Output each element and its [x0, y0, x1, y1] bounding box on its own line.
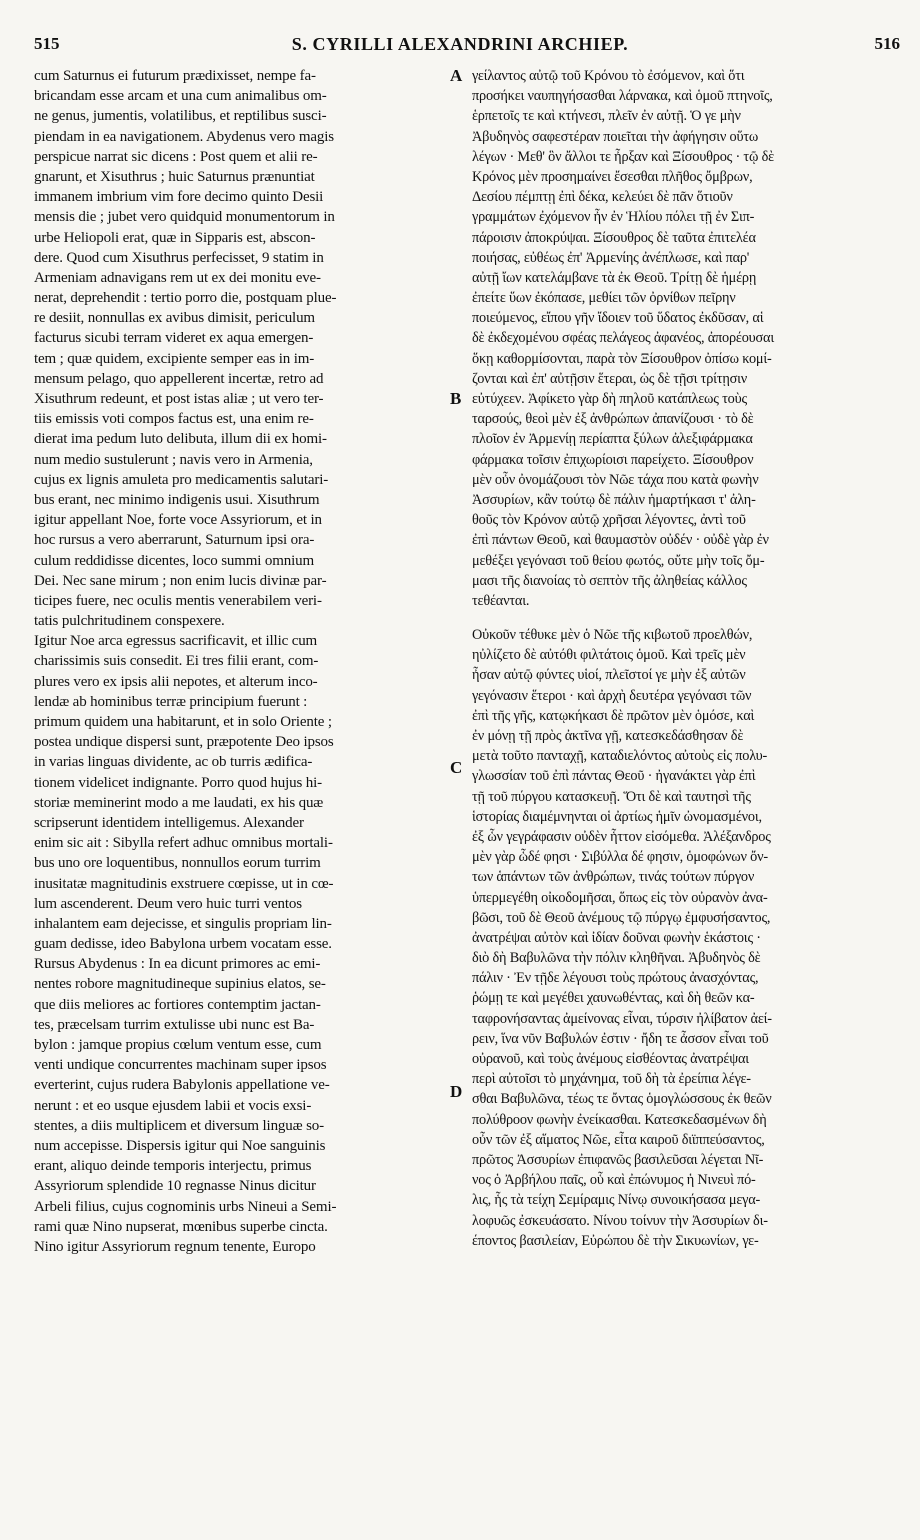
text-line: πρῶτος Ἀσσυρίων ἐπιφανῶς βασιλεῦσαι λέγεται Νῖ- — [472, 1151, 764, 1168]
text-line: mensum pelago, quo appellerent incertæ, retro ad — [34, 370, 324, 387]
text-line: postea undique dispersi sunt, præpotente Deo ipsos — [34, 734, 334, 751]
text-line: ὅκῃ καθορμίσονται, παρὰ τὸν Ξίσουθρον ὀπίσω κομί- — [472, 350, 772, 367]
text-line: Igitur Noe arca egressus sacrificavit, et illic cum — [34, 633, 318, 650]
text-line: ταφρονήσαντας ἀμείνονας εἶναι, τύρσιν ἠλίβατον ἀεί- — [472, 1010, 772, 1027]
text-line: ticipes fuere, nec oculis mentis venerabilem veri- — [34, 592, 322, 609]
text-line: facturus sicubi terram videret ex aqua emergen- — [34, 330, 314, 347]
text-line: inhalantem eam dejecisse, et singulis propriam lin- — [34, 915, 332, 932]
latin-column — [34, 66, 444, 1257]
text-line: ποιεύμενος, εἴπου γῆν ἴδοιεν τοῦ ὕδατος ἐκδῦσαν, αἱ — [472, 310, 764, 327]
text-line: μετὰ τοῦτο πανταχῇ, καταδιελόντος αὐτοὺς εἰς πολυ- — [472, 748, 768, 765]
text-line: ἦσαν αὐτῷ φύντες υἱοί, πλεῖστοί γε μὴν ἐξ αὐτῶν — [472, 667, 746, 684]
text-line: tatis pulchritudinem conspexere. — [34, 613, 225, 630]
text-line: charissimis suis consedit. Ei tres filii erant, com- — [34, 653, 319, 670]
text-line: έποντος βασιλείαν, Εὐρώπου δὲ τὴν Σικυωνίων, γε- — [472, 1232, 759, 1249]
text-line: immanem imbrium vim fore decimo quinto Desii — [34, 189, 324, 206]
text-line: μασι τῆς διανοίας τὸ σεπτὸν τῆς ἀληθείας κάλλος — [472, 572, 747, 589]
text-line: inusitatæ magnitudinis exstruere cœpisse, ut in cœ- — [34, 875, 334, 892]
page-header — [0, 34, 920, 62]
text-line: περὶ αὐτοῖσι τὸ μηχάνημα, τοῦ δὴ τὰ ἐρείπια λέγε- — [472, 1071, 751, 1088]
text-line: storiæ meminerint modo a me laudati, ex his quæ — [34, 794, 324, 811]
text-line: ζονται καὶ ἐπ' αὐτῇσιν ἕτεραι, ὡς δὲ τῇσι τρίτῃσιν — [472, 370, 748, 387]
text-line: perspicue narrat sic dicens : Post quem et alii re- — [34, 148, 318, 165]
text-line: ne genus, jumentis, volatilibus, et reptilibus susci- — [34, 108, 327, 125]
text-line: Xisuthrum redeunt, et post istas aliæ ; ut vero ter- — [34, 391, 324, 407]
text-line: venti undique concurrentes machinam super ipsos — [34, 1057, 327, 1074]
text-line: ῥώμῃ τε καὶ μεγέθει χαυνωθέντας, καὶ δὴ θεῶν κα- — [472, 990, 755, 1007]
text-line: Dei. Nec sane mirum ; non enim lucis divinæ par- — [34, 572, 327, 589]
text-line: πάροισιν ἀποκρύψαι. Ξίσουθρος δὲ ταῦτα ἐπιτελέα — [472, 229, 756, 246]
text-line: tiis emissis voti compos factus est, una enim re- — [34, 411, 314, 428]
text-line: διὸ δὴ Βαβυλῶνα τὴν πόλιν κληθῆναι. Ἀβυδηνὸς δὲ — [472, 950, 761, 967]
text-line: igitur appellant Noe, forte voce Assyriorum, et in — [34, 512, 322, 529]
text-line: τῇ τοῦ πύργου κατασκευῇ. Ὅτι δὲ καὶ ταυτησὶ τῆς — [472, 788, 751, 805]
text-line: προσήκει ναυπηγήσασθαι λάρνακα, καὶ ὁμοῦ πτηνοῖς, — [472, 88, 773, 105]
text-line: guam dedisse, ideo Babylona urbem vocatam esse. — [34, 936, 332, 953]
text-line: ἑρπετοῖς τε καὶ κτήνεσι, πλεῖν ἐν αὐτῇ. Ὁ γε μὴν — [472, 108, 741, 125]
text-line: δὲ ἐκδεχομένου σφέας πελάγεος ἀφανέος, ἀπορέουσαι — [472, 330, 774, 347]
text-line: τεθέανται. — [472, 592, 530, 609]
text-line: γραμμάτων ἐχόμενον ἦν ἐν Ἡλίου πόλει τῇ ἐν Σιπ- — [472, 209, 755, 226]
text-line: ἐπείτε ὕων ἐκόπασε, μεθίει τῶν ὀρνίθων πεῖρην — [472, 290, 736, 307]
text-line: in varias linguas dividente, ac ob turris ædifica- — [34, 754, 313, 771]
text-line: ἐπὶ τῆς γῆς, κατῳκήκασι δὲ πρῶτον μὲν ὁμόσε, καὶ — [472, 707, 755, 724]
text-line: σθαι Βαβυλῶνα, τέως τε ὄντας ὁμογλώσσους ἐκ θεῶν — [472, 1091, 772, 1108]
text-line: Ἀσσυρίων, κἂν τούτῳ δὲ πάλιν ἡμαρτήκασι τ' ἀλη- — [472, 491, 756, 508]
text-line: bylon : jamque propius cœlum ventum esse, cum — [34, 1037, 322, 1053]
text-line: lendæ ab hominibus terræ principium fuerunt : — [34, 693, 308, 710]
text-line: θοῦς τὸν Κρόνον αὐτῷ χρῆσαι λέγοντες, ἀντὶ τοῦ — [472, 512, 746, 529]
text-line: μὲν οὖν ὀνομάζουσι τὸν Νῶε τάχα που κατὰ φωνὴν — [472, 471, 759, 488]
text-line: Arbeli filius, cujus cognominis urbs Nineui a Semi- — [34, 1198, 337, 1215]
page-number-right: 516 — [874, 34, 900, 53]
text-line: νος ὁ Ἀρβήλου παῖς, οὗ καὶ ἐπώνυμος ἡ Νινευὶ πό- — [472, 1172, 756, 1189]
text-line: φάρμακα τοῖσιν ἐπιχωρίοισι παρείχετο. Ξίσουθρον — [472, 451, 754, 468]
margin-letter-a: A — [450, 66, 463, 85]
text-line: ταρσούς, θεοὶ μὲν ἐξ ἀνθρώπων ἀπανίζουσι · τὸ δὲ — [472, 411, 754, 428]
text-line: λέγων · Μεθ' ὃν ἄλλοι τε ἦρξαν καὶ Ξίσουθρος · τῷ δὲ — [472, 148, 774, 165]
text-line: num accepisse. Dispersis igitur qui Noe sanguinis — [34, 1137, 326, 1154]
margin-letter-d: D — [450, 1082, 463, 1101]
text-line: ποιήσας, εὐθέως ἐπ' Ἀρμενίης ἀνέπλωσε, καὶ παρ' — [472, 249, 750, 266]
text-line: Οὐκοῦν τέθυκε μὲν ὁ Νῶε τῆς κιβωτοῦ προελθών, — [472, 627, 753, 644]
text-line: πλοῖον ἐν Ἀρμενίῃ περίαπτα ξύλων ἀλεξιφάρμακα — [472, 431, 753, 448]
text-line: nerunt : et eo usque ejusdem labii et vocis exsi- — [34, 1097, 312, 1114]
text-line: enim sic ait : Sibylla refert adhuc omnibus mortali- — [34, 835, 333, 852]
text-line: culum reddidisse dicentes, loco summi omnium — [34, 552, 315, 569]
text-line: ἀνατρέψαι αὐτὸν καὶ ἰδίαν δοῦναι φωνὴν ἑκάστοις · — [472, 929, 761, 946]
text-line: ὑπερμεγέθη οἰκοδομῆσαι, ὅπως εἰς τὸν οὐρανὸν ἀνα- — [472, 889, 768, 906]
text-line: εὐτύχεεν. Ἀφίκετο γὰρ δὴ πηλοῦ κατάπλεως τοὺς — [472, 391, 747, 407]
text-line: λις, ἧς τὰ τείχη Σεμίραμις Νίνῳ συνοικήσασα μεγα- — [472, 1192, 761, 1209]
text-line: rami quæ Nino nupserat, mœnibus superbe cincta. — [34, 1218, 328, 1235]
text-line: re desiit, nonnullas ex avibus dimisit, periculum — [34, 310, 315, 327]
text-line: scripserunt identidem intelligemus. Alexander — [34, 814, 304, 831]
text-line: tionem videlicet indignante. Porro quod hujus hi- — [34, 774, 323, 791]
text-line: μεθέξει γεγόνασι τοῦ θείου φωτός, οὔτε μὴν τοῖς ὄμ- — [472, 552, 765, 569]
text-line: urbe Heliopoli erat, quæ in Sipparis est, abscon- — [34, 229, 316, 246]
text-line: αὐτῇ ἴων κατελάμβανε τὰ ἐκ Θεοῦ. Τρίτῃ δὲ ἡμέρῃ — [472, 269, 757, 286]
text-line: tes, præcelsam turrim extulisse ubi nunc est Ba- — [34, 1016, 315, 1033]
text-line: cujus ex lignis amuleta pro medicamentis salutari- — [34, 471, 329, 488]
text-line: ἐπὶ πάντων Θεοῦ, καὶ θαυμαστὸν οὐδέν · οὐδὲ γὰρ ἐν — [472, 532, 769, 549]
text-line: erant, aliquo deinde temporis interjectu, primus — [34, 1158, 312, 1175]
text-line: Δεσίου πέμπτῃ ἐπὶ δέκα, κελεύει δὲ πᾶν ὅτιοῦν — [472, 189, 733, 206]
text-line: dierat ima pedum luto delibuta, illum dii ex homi- — [34, 431, 327, 448]
text-line: των ἁπάντων τῶν ἀνθρώπων, τινάς τούτων πύργον — [472, 869, 755, 886]
greek-column — [472, 66, 882, 1251]
text-line: num medio sustulerunt ; navis vero in Armenia, — [34, 451, 313, 468]
margin-letter-c: C — [450, 758, 463, 777]
margin-letter-b: B — [450, 389, 462, 408]
text-line: bus uno ore loquentibus, nonnullos eorum turrim — [34, 855, 321, 872]
text-line: ρειν, ἵνα νῦν Βαβυλών ἐστιν · ἤδη τε ἆσσον εἶναι τοῦ — [472, 1030, 769, 1047]
text-line: que diis meliores ac fortiores contemptim jactan- — [34, 996, 321, 1013]
text-line: plures vero ex ipsis alii nepotes, et alterum inco- — [34, 673, 318, 690]
text-line: οὖν τῶν ἐξ αἵματος Νῶε, εἶτα καιροῦ διϊππεύσαντος, — [472, 1131, 765, 1148]
text-line: Κρόνος μὲν προσημαίνει ἔσεσθαι πλῆθος ὄμβρων, — [472, 168, 753, 185]
text-line: λοφυῶς ἐσκευάσατο. Νίνου τοίνυν τὴν Ἀσσυρίων δι- — [472, 1212, 768, 1229]
text-line: Rursus Abydenus : In ea dicunt primores ac emi- — [34, 956, 321, 973]
running-title: S. CYRILLI ALEXANDRINI ARCHIEP. — [291, 34, 629, 54]
text-line: bus erant, nec minimo indigenis usui. Xisuthrum — [34, 491, 320, 508]
text-line: οὐρανοῦ, καὶ τοὺς ἀνέμους εἰσθέοντας ἀνατρέψαι — [472, 1051, 749, 1067]
text-line: mensis die ; jubet vero quidquid monumentorum in — [34, 209, 335, 226]
text-line: hoc rursus a vero aberrarunt, Saturnum ipsi ora- — [34, 532, 315, 549]
text-line: πάλιν · Ἐν τῇδε λέγουσι τοὺς πρώτους ἀνασχόντας, — [472, 970, 759, 987]
text-line: Ἀβυδηνὸς σαφεστέραν ποιεῖται τὴν ἀφήγησιν οὕτω — [472, 128, 759, 145]
text-line: γλωσσίαν τοῦ ἐπὶ πάντας Θεοῦ · ἠγανάκτει γὰρ ἐπὶ — [472, 768, 756, 785]
text-line: gnarunt, et Xisuthrus ; huic Saturnus prænuntiat — [34, 168, 315, 185]
text-line: primum quidem una habitarunt, et in solo Oriente ; — [34, 714, 332, 730]
text-line: bricandam esse arcam et una cum animalibus om- — [34, 88, 327, 105]
text-line: γεγόνασιν ἕτεροι · καὶ ἀρχὴ δευτέρα γεγόνασι τῶν — [472, 687, 752, 704]
text-line: ηὐλίζετο δὲ αὐτόθι φιλτάτοις ὁμοῦ. Καὶ τρεῖς μὲν — [472, 647, 746, 664]
text-line: πολύθροον φωνὴν ἐνείκασθαι. Κατεσκεδασμένων δὴ — [472, 1111, 767, 1128]
text-line: γείλαντος αὐτῷ τοῦ Κρόνου τὸ ἐσόμενον, καὶ ὅτι — [472, 68, 745, 84]
text-line: μὲν γὰρ ὧδέ φησι · Σιβύλλα δέ φησιν, ὁμοφώνων ὄν- — [472, 849, 768, 866]
text-line: everterint, cujus rudera Babylonis appellatione ve- — [34, 1077, 330, 1094]
text-line: nerat, deprehendit : tertio porro die, postquam plue- — [34, 290, 337, 307]
text-line: βῶσι, τοῦ δὲ Θεοῦ ἀνέμους τῷ πύργῳ ἐμφυσήσαντος, — [472, 909, 771, 926]
text-line: stentes, a diis multiplicem et diversum linguæ so- — [34, 1117, 324, 1134]
paragraph-gap — [472, 611, 882, 625]
text-line: lum ascenderent. Deum vero huic turri ventos — [34, 895, 302, 912]
text-line: ἐν μόνῃ τῇ πρὸς ἀκτῖνα γῇ, κατεσκεδάσθησαν δὲ — [472, 728, 744, 744]
text-line: Armeniam adnavigans rem ut ex dei monitu eve- — [34, 269, 321, 286]
text-line: ἱστορίας διαμέμνηνται οἱ ἀρτίως ἡμῖν ὠνομασμένοι, — [472, 808, 762, 825]
text-line: cum Saturnus ei futurum prædixisset, nempe fa- — [34, 68, 316, 84]
text-line: nentes robore magnitudineque supinius elatos, se- — [34, 976, 326, 993]
text-line: Nino igitur Assyriorum regnum tenente, Europo — [34, 1238, 316, 1255]
text-line: piendam in ea navigationem. Abydenus vero magis — [34, 128, 334, 145]
page-number-left: 515 — [34, 34, 60, 53]
text-line: tem ; quæ quidem, excipiente semper eas in im- — [34, 350, 315, 367]
text-line: dere. Quod cum Xisuthrus perfecisset, 9 statim in — [34, 249, 324, 266]
text-line: ἐξ ὧν γεγράφασιν οὐδὲν ἧττον εἰσόμεθα. Ἀλέξανδρος — [472, 828, 771, 845]
text-line: Assyriorum splendide 10 regnasse Ninus dicitur — [34, 1178, 316, 1195]
